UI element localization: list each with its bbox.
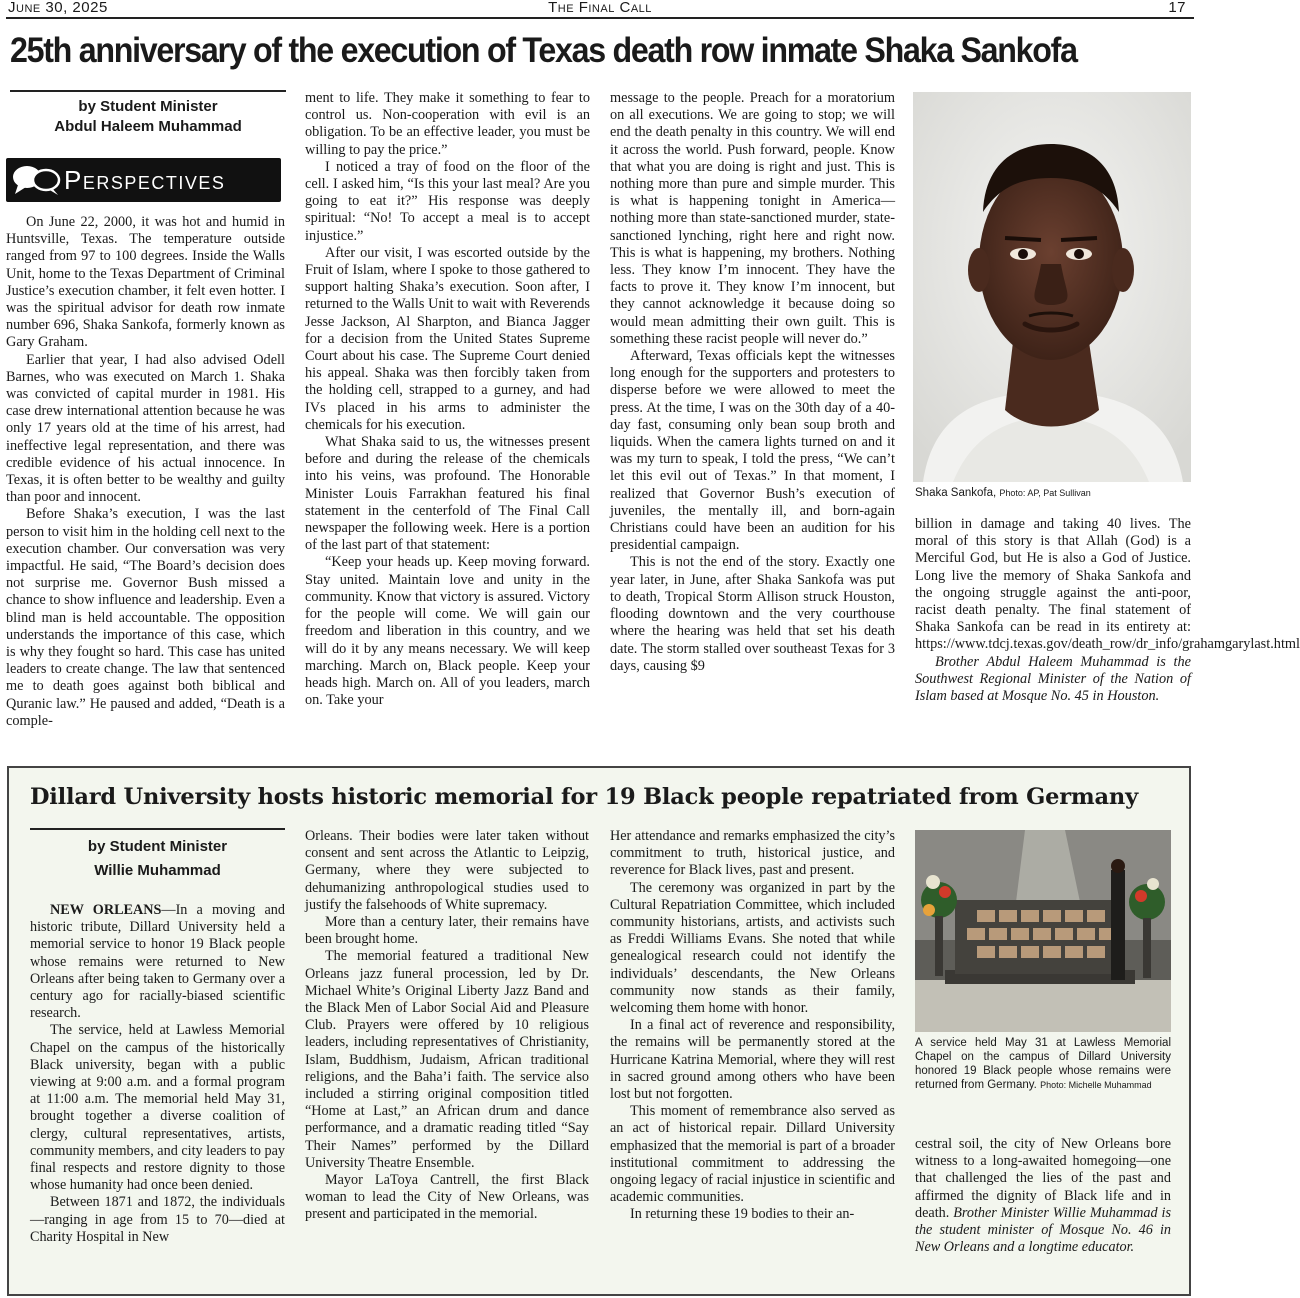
byline-rule <box>10 90 286 92</box>
paragraph: Earlier that year, I had also advised Odell Barnes, who was executed on March 1. Shaka was convicted of capital murder in 1981. His case drew international attention because he was only 17 years old at the time of his arrest, had ineffective legal representation, and there was credible evidence of his actual innocence. In Texas, it is often better to be wealthy and guilty than poor and innocent. <box>6 351 285 506</box>
paragraph: “Keep your heads up. Keep moving forward. Stay united. Maintain love and unity in the community. Know that victory is assured. Victory for the people will come. We will gain our freedom and liberation in this country, and we will do it by any means necessary. We will keep marching. March on, Black people. Keep your heads high. March on. All of you leaders, march on. Take your <box>305 554 590 709</box>
paragraph: The memorial featured a traditional New Orleans jazz funeral procession, led by Dr. Michael White’s Original Liberty Jazz Band and the Black Men of Labor Social Aid and Pleasure Club. Prayers were offered by 10 religious leaders, including representatives of Christianity, Islam, Buddhism, Judaism, African traditional religions, and the Baha’i faith. The service also included a stirring original composition titled “Home at Last,” an African drum and dance performance, and a dramatic reading titled “Say Their Names” performed by the Dillard University Theatre Ensemble. <box>305 948 589 1171</box>
speech-bubbles-icon <box>10 162 62 198</box>
article2-column-4 <box>915 1136 1171 1256</box>
paragraph: What Shaka said to us, the witnesses present before and during the release of the chemicals into his veins, was profound. The Honorable Minister Louis Farrakhan featured his final statement in the centerfold of The Final Call newspaper the following week. Here is a portion of the last part of that statement: <box>305 434 590 554</box>
author-bio: Brother Minister Willie Muhammad is the student minister of Mosque No. 46 in New Orleans and a longtime educator. <box>915 1204 1171 1256</box>
article1-column-4 <box>915 516 1300 705</box>
paragraph: The ceremony was organized in part by the Cultural Repatriation Committee, which included community historians, artists, and activists such as Freddi Williams Evans. She noted that while genealogical research could not identify the individuals’ descendants, the New Orleans community now stands as their family, welcoming them home with honor. <box>610 879 895 1017</box>
article1-photo-caption <box>915 486 1191 500</box>
byline-title: by Student Minister <box>78 98 218 115</box>
paragraph: message to the people. Preach for a moratorium on all executions. We are going to stop; we will end the death penalty in this country. We will end it across the world. Push forward, people. Know that what you are doing is right and just. This is nothing more than pure and simple murder. This is what is happening tonight in America—nothing more than state-sanctioned murder, state-sanctioned lynching, right here and right now. This is what is happening, my brothers. Nothing less. They know I’m innocent. They have the facts to prove it. They know I’m innocent, but they cannot acknowledge it because doing so would mean admitting their own guilt. This is something these racist people will never do.” <box>610 90 895 347</box>
lead-text: —In a moving and historic tribute, Dillard University held a memorial service to honor 19 Black people whose remains were returned to New Orleans after being taken to Germany over a century ago for racially-biased scientific research. <box>30 902 285 1022</box>
chapel-illustration <box>915 830 1171 1032</box>
article2-byline <box>30 835 285 883</box>
byline-author: Abdul Haleem Muhammad <box>54 118 242 135</box>
paragraph: billion in damage and taking 40 lives. The moral of this story is that Allah (God) is a Merciful God, but He is also a God of Justice. Long live the memory of Shaka Sankofa and the ongoing struggle against the anti-poor, racist death penalty. The final statement of Shaka Sankofa can be read in its entirety at: https://www.tdcj.texas.gov/death_row/dr_info/grahamgarylast.html <box>915 516 1300 653</box>
paragraph: In returning these 19 bodies to their an- <box>630 1206 855 1223</box>
article1-byline <box>10 97 286 137</box>
paragraph: On June 22, 2000, it was hot and humid in Huntsville, Texas. The temperature outside ranged from 97 to 100 degrees. Inside the Walls Unit, home to the Texas Department of Criminal Justice’s execution chamber, it felt even hotter. I was the spiritual advisor for death row inmate number 696, Shaka Sankofa, formerly known as Gary Graham. <box>6 214 285 351</box>
caption-text: A service held May 31 at Lawless Memorial Chapel on the campus of Dillard University honored 19 Black people whose remains were returned from Germany. <box>915 1037 1171 1091</box>
paragraph: Afterward, Texas officials kept the witnesses long enough for the supporters and protesters to disperse before we were allowed to meet the press. At the time, I was on the 30th day of a 40-day fast, consuming only bean soup broth and liquids. When the camera lights turned on and it was my turn to speak, I told the press, “We can’t let this evil out of Texas.” In that moment, I realized that Governor Bush’s execution of juveniles, the mentally ill, and born-again Christians could have been an audition for his presidential campaign. <box>610 348 895 554</box>
photo-credit: Photo: AP, Pat Sullivan <box>999 488 1091 498</box>
paragraph: This moment of remembrance also served as an act of historical repair. Dillard University emphasized that the memorial is part of a broader institutional commitment to addressing the ongoing legacy of racial injustice in scientific and academic communities. <box>610 1103 895 1206</box>
article2-column-3 <box>610 828 895 1224</box>
article1-headline: 25th anniversary of the execution of Texas death row inmate Shaka Sankofa <box>10 31 1077 70</box>
paragraph: Her attendance and remarks emphasized the city’s commitment to truth, historical justice, and reverence for Black lives, past and present. <box>610 828 895 879</box>
paragraph: The service, held at Lawless Memorial Chapel on the campus of the historically Black university, began with a public viewing at 9:00 a.m. and a formal program at 11:00 a.m. The memorial held May 31, brought together a diverse coalition of clergy, cultural representatives, artists, community members, and city leaders to pay final respects and restore dignity to those whose humanity had once been denied. <box>30 1022 285 1194</box>
paragraph: More than a century later, their remains have been brought home. <box>305 914 589 948</box>
portrait-illustration <box>913 92 1191 482</box>
paragraph: ment to life. They make it something to fear to control us. Non-cooperation with evil is an obligation. To be an effective leader, you must be willing to pay the price.” <box>305 90 590 158</box>
article2-column-1 <box>30 902 285 1246</box>
paragraph: cestral soil, the city of New Orleans bore witness to a long-awaited homegoing—one that challenged the lies of the past and affirmed the dignity of Black life and in death. <box>915 1136 1171 1221</box>
paragraph: I noticed a tray of food on the floor of the cell. I asked him, “Is this your last meal? Are you going to eat it?” His response was deeply spiritual: “No! To accept a meal is to accept injustice.” <box>305 158 590 244</box>
author-bio: Brother Abdul Haleem Muhammad is the Southwest Regional Minister of the Nation of Islam based at Mosque No. 45 in Houston. <box>915 653 1191 705</box>
article2-headline: Dillard University hosts historic memorial for 19 Black people repatriated from Germany <box>30 784 1138 810</box>
photo-credit: Photo: Michelle Muhammad <box>1040 1080 1152 1090</box>
section-logo-text: Perspectives <box>64 165 226 195</box>
byline-author: Willie Muhammad <box>94 862 221 879</box>
dateline: NEW ORLEANS <box>50 902 162 918</box>
paragraph: After our visit, I was escorted outside by the Fruit of Islam, where I spoke to those gathered to support halting Shaka’s execution. Soon after, I returned to the Walls Unit to wait with Reverends Jesse Jackson, Al Sharpton, and Bianca Jagger for a decision from the United States Supreme Court about his case. The Supreme Court denied his appeal. Shaka was then forcibly taken from the holding cell, strapped to a gurney, and had IVs placed in his arms to administer the chemicals for his execution. <box>305 244 590 433</box>
publication-name: The Final Call <box>548 0 652 16</box>
byline-title: by Student Minister <box>87 838 228 855</box>
page-number: 17 <box>1168 0 1186 16</box>
issue-date: June 30, 2025 <box>8 0 108 16</box>
paragraph: This is not the end of the story. Exactly one year later, in June, after Shaka Sankofa was put to death, Tropical Storm Allison struck Houston, flooding downtown and the very courthouse where the hearing was held that set his death date. The storm stalled over southeast Texas for 3 days, causing $9 <box>610 554 895 674</box>
paragraph: Mayor LaToya Cantrell, the first Black woman to lead the City of New Orleans, was present and participated in the memorial. <box>305 1172 589 1223</box>
shaka-sankofa-photo <box>913 92 1191 482</box>
article2-photo-caption <box>915 1036 1171 1092</box>
paragraph: Before Shaka’s execution, I was the last person to visit him in the holding cell next to the execution chamber. Our conversation was very impactful. He said, “The Board’s decision does not surprise me. Governor Bush missed a chance to show influence and leadership. Even a blind man is held accountable. The opposition understands the importance of this case, which is why they fought so hard. This case has united leaders to create change. The law that sentenced me to death goes against both biblical and Quranic law.” He paused and added, “Death is a comple- <box>6 506 285 729</box>
masthead-rule <box>6 17 1194 19</box>
article1-column-3 <box>610 90 895 675</box>
paragraph: Between 1871 and 1872, the individuals—ranging in age from 15 to 70—died at Charity Hospital in New <box>30 1194 285 1245</box>
paragraph: In a final act of reverence and responsibility, the remains will be permanently stored at the Hurricane Katrina Memorial, where they will rest in sacred ground among others who have been lost but not forgotten. <box>610 1017 895 1103</box>
byline-rule <box>30 828 285 830</box>
article2-column-2 <box>305 828 589 1224</box>
article1-column-1 <box>6 214 285 730</box>
memorial-service-photo <box>915 830 1171 1032</box>
caption-text: Shaka Sankofa, <box>915 487 997 499</box>
paragraph: Orleans. Their bodies were later taken without consent and sent across the Atlantic to Leipzig, Germany, where they were subjected to dehumanizing anthropological studies used to justify the falsehoods of White supremacy. <box>305 828 589 913</box>
perspectives-logo <box>6 158 281 202</box>
article1-column-2 <box>305 90 590 709</box>
